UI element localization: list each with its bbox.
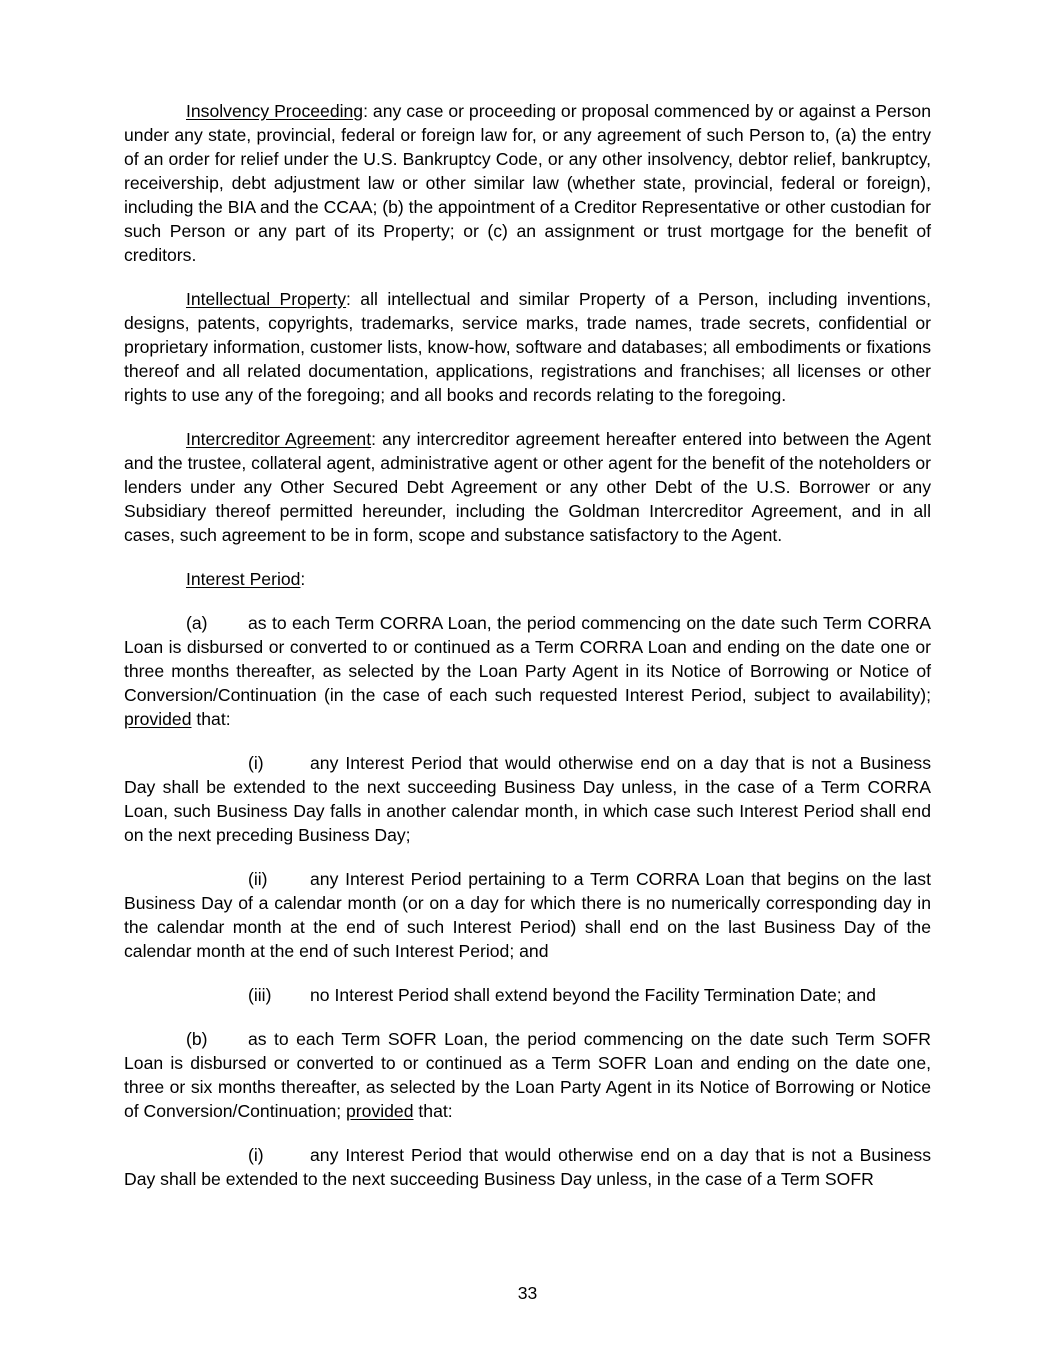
provided-keyword: provided — [346, 1101, 414, 1121]
clause-text: as to each Term SOFR Loan, the period commencing on the date such Term SOFR Loan is disbursed or converted to or continued as a Term SOFR Loan and ending on the date one, three or six months thereafter, as selected by the Loan Party Agent in its Notice of Borrowing or Notice of Conversion/Continuation; — [124, 1029, 931, 1121]
item-text: any Interest Period pertaining to a Term CORRA Loan that begins on the last Business Day of a calendar month (or on a day for which there is no numerically corresponding day in the calendar month at the end of such Interest Period) shall end on the last Business Day of the calendar month at the end of such Interest Period; and — [124, 869, 931, 961]
document-page — [124, 99, 931, 1191]
definition-text: : all intellectual and similar Property of a Person, including inventions, designs, patents, copyrights, trademarks, service marks, trade names, trade secrets, confidential or proprietary information, customer lists, know-how, software and databases; all embodiments or fixations thereof and all related documentation, applications, registrations and franchises; all licenses or other rights to use any of the foregoing; and all books and records relating to the foregoing. — [124, 289, 931, 405]
clause-text-end: that: — [191, 709, 231, 729]
defined-term: Intellectual Property — [186, 289, 347, 309]
item-label: (i) — [248, 1145, 264, 1165]
item-label: (iii) — [248, 985, 272, 1005]
item-label: (i) — [248, 753, 264, 773]
clause-label: (b) — [186, 1029, 208, 1049]
clause-text-end: that: — [413, 1101, 453, 1121]
definition-interest-period — [124, 567, 931, 591]
definition-text: : any case or proceeding or proposal commenced by or against a Person under any state, provincial, federal or foreign law for, or any agreement of such Person to, (a) the entry of an order for relief under the U.S. Bankruptcy Code, or any other insolvency, debtor relief, bankruptcy, receivership, debt adjustment law or other similar law (whether state, provincial, federal or foreign), including the BIA and the CCAA; (b) the appointment of a Creditor Representative or other custodian for such Person or any part of its Property; or (c) an assignment or trust mortgage for the benefit of creditors. — [124, 101, 931, 265]
item-label: (ii) — [248, 869, 268, 889]
clause-text: as to each Term CORRA Loan, the period commencing on the date such Term CORRA Loan is disbursed or converted to or continued as a Term CORRA Loan and ending on the date one or three months thereafter, as selected by the Loan Party Agent in its Notice of Borrowing or Notice of Conversion/Continuation (in the case of each such requested Interest Period, subject to availability); — [124, 613, 931, 705]
defined-term: Insolvency Proceeding — [186, 101, 364, 121]
clause-a-item-i — [124, 751, 931, 847]
provided-keyword: provided — [124, 709, 192, 729]
definition-insolvency-proceeding — [124, 99, 931, 267]
definition-intellectual-property — [124, 287, 931, 407]
clause-label: (a) — [186, 613, 208, 633]
clause-a-item-ii — [124, 867, 931, 963]
item-text: no Interest Period shall extend beyond the Facility Termination Date; and — [310, 985, 876, 1005]
definition-text: : — [300, 569, 306, 589]
definition-text: : any intercreditor agreement hereafter entered into between the Agent and the trustee, collateral agent, administrative agent or other agent for the benefit of the noteholders or lenders under any Other Secured Debt Agreement or any other Debt of the U.S. Borrower or any Subsidiary thereof permitted hereunder, including the Goldman Intercreditor Agreement, and in all cases, such agreement to be in form, scope and substance satisfactory to the Agent. — [124, 429, 931, 545]
defined-term: Intercreditor Agreement — [186, 429, 372, 449]
page-number: 33 — [517, 1283, 538, 1303]
item-text: any Interest Period that would otherwise end on a day that is not a Business Day shall be extended to the next succeeding Business Day unless, in the case of a Term SOFR — [124, 1145, 931, 1189]
item-text: any Interest Period that would otherwise end on a day that is not a Business Day shall be extended to the next succeeding Business Day unless, in the case of a Term CORRA Loan, such Business Day falls in another calendar month, in which case such Interest Period shall end on the next preceding Business Day; — [124, 753, 931, 845]
definition-intercreditor-agreement — [124, 427, 931, 547]
clause-a-item-iii — [124, 983, 931, 1007]
clause-a — [124, 611, 931, 731]
defined-term: Interest Period — [186, 569, 301, 589]
clause-b-item-i — [124, 1143, 931, 1191]
clause-b — [124, 1027, 931, 1123]
